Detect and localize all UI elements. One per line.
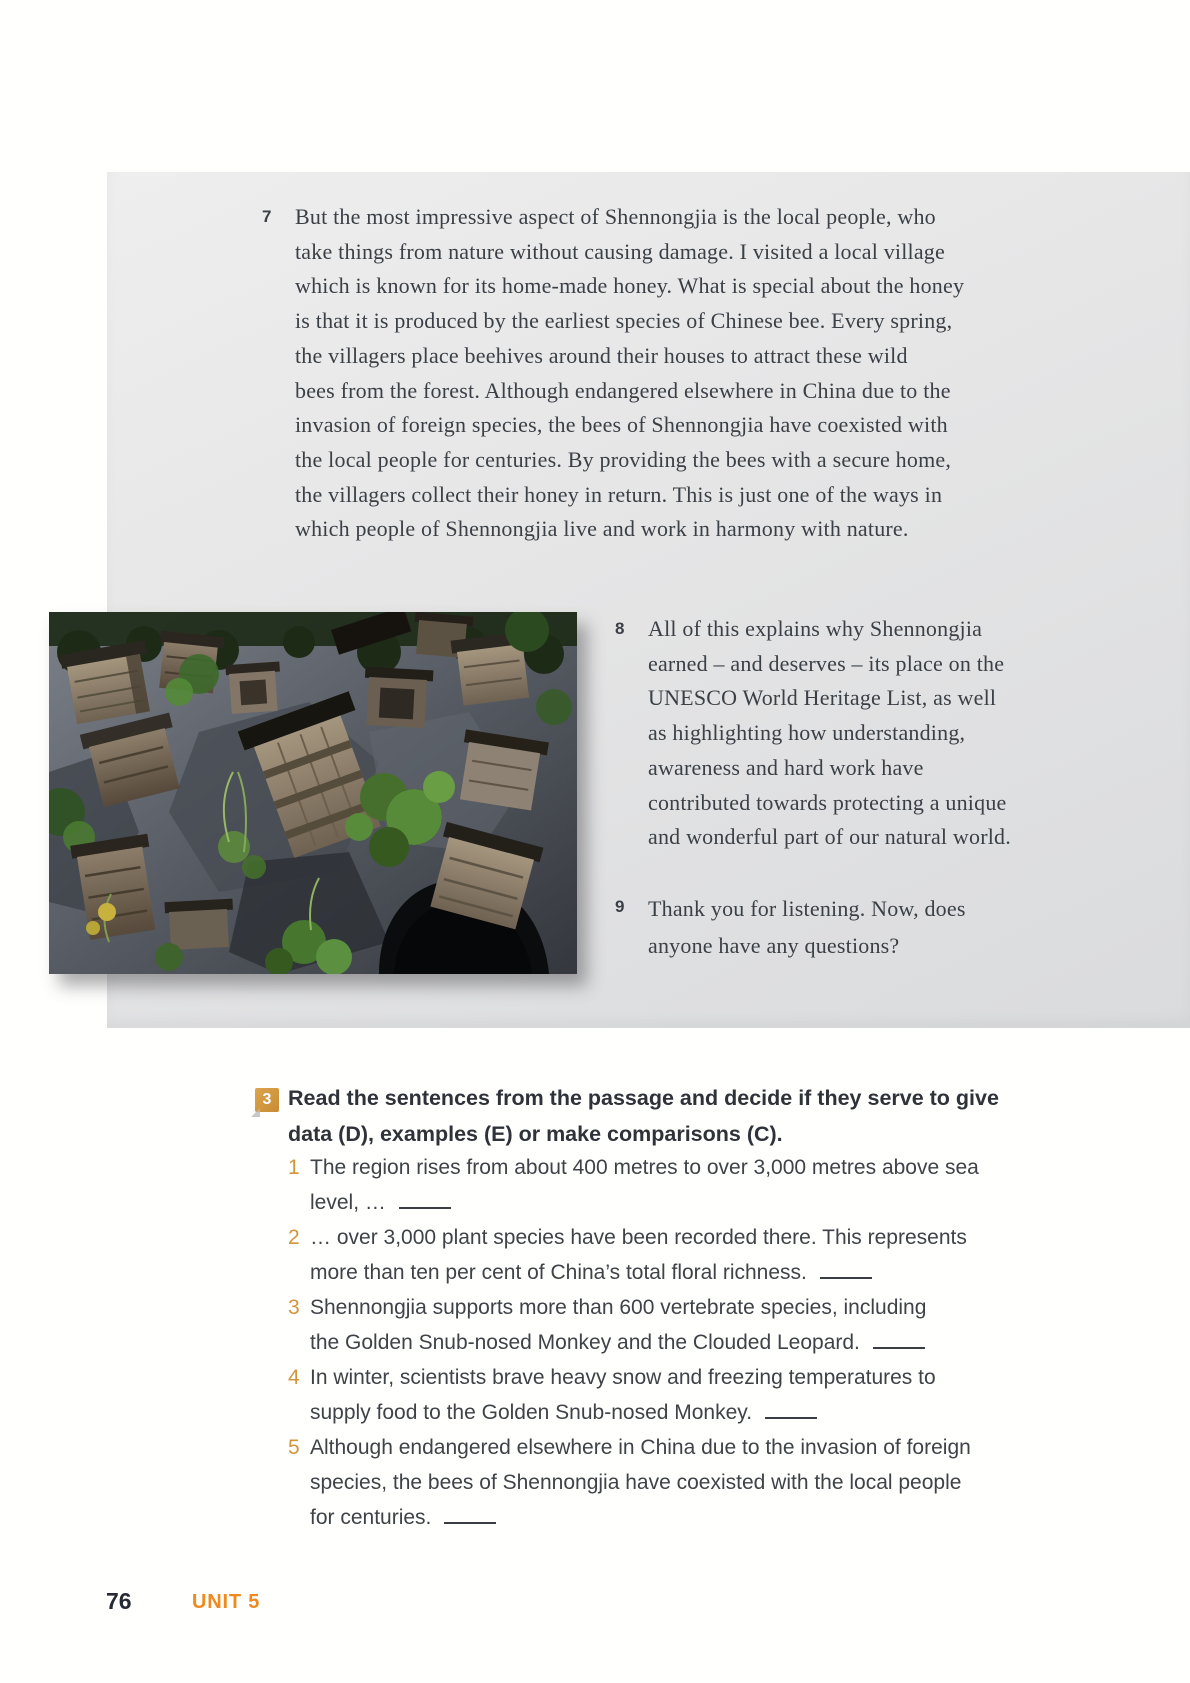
answer-blank[interactable]	[765, 1413, 817, 1419]
exercise-instructions	[288, 1080, 999, 1152]
item-number: 3	[288, 1296, 300, 1319]
exercise-item-4	[288, 1360, 979, 1430]
text-line: anyone have any questions?	[648, 933, 900, 958]
item-text	[310, 1360, 936, 1430]
exercise-item-5	[288, 1430, 979, 1535]
exercise-item-list	[288, 1150, 979, 1535]
exercise-item-2	[288, 1220, 979, 1290]
text-line: contributed towards protecting a unique	[648, 789, 1007, 815]
text-line: species, the bees of Shennongjia have coexisted with the local people	[310, 1471, 962, 1494]
text-line	[310, 1500, 971, 1535]
passage-paragraph-7	[262, 200, 964, 547]
text-fragment: supply food to the Golden Snub-nosed Monkey.	[310, 1401, 758, 1424]
text-line: and wonderful part of our natural world.	[648, 824, 1011, 850]
text-fragment: more than ten per cent of China’s total floral richness.	[310, 1261, 813, 1284]
item-text	[310, 1290, 926, 1360]
text-line: … over 3,000 plant species have been recorded there. This represents	[310, 1226, 967, 1249]
instruction-line: data (D), examples (E) or make comparisons (C).	[288, 1122, 783, 1146]
text-line: invasion of foreign species, the bees of Shennongjia have coexisted with	[295, 412, 948, 438]
item-number: 2	[288, 1226, 300, 1249]
beehives-photo-art	[49, 612, 577, 974]
text-line: Although endangered elsewhere in China due to the invasion of foreign	[310, 1436, 971, 1459]
answer-blank[interactable]	[873, 1343, 925, 1349]
text-line	[310, 1185, 979, 1220]
unit-label: UNIT 5	[192, 1591, 261, 1613]
answer-blank[interactable]	[444, 1518, 496, 1524]
item-text	[310, 1150, 979, 1220]
text-line	[310, 1395, 936, 1430]
text-fragment: the Golden Snub-nosed Monkey and the Clouded Leopard.	[310, 1331, 866, 1354]
text-line	[310, 1325, 926, 1360]
text-line: which is known for its home-made honey. What is special about the honey	[295, 273, 965, 299]
paragraph-number: 8	[615, 619, 625, 638]
beehive-box	[362, 667, 433, 728]
text-line: is that it is produced by the earliest species of Chinese bee. Every spring,	[295, 308, 953, 334]
exercise-number-badge: 3	[255, 1088, 279, 1112]
exercise-item-3	[288, 1290, 979, 1360]
paragraph-text	[648, 612, 1011, 855]
beehive-box	[164, 899, 234, 950]
paragraph-text	[648, 890, 966, 964]
text-fragment: for centuries.	[310, 1506, 438, 1529]
text-line	[310, 1255, 967, 1290]
text-line: The region rises from about 400 metres to over 3,000 metres above sea	[310, 1156, 979, 1179]
text-line: All of this explains why Shennongjia	[648, 616, 983, 641]
text-line: take things from nature without causing damage. I visited a local village	[295, 238, 945, 264]
paragraph-text	[295, 200, 964, 547]
exercise-item-1	[288, 1150, 979, 1220]
item-text	[310, 1430, 971, 1535]
text-line: as highlighting how understanding,	[648, 720, 966, 746]
paragraph-number: 7	[262, 207, 272, 226]
text-line: Thank you for listening. Now, does	[648, 896, 966, 921]
text-line: the villagers collect their honey in return. This is just one of the ways in	[295, 481, 943, 507]
text-line: the local people for centuries. By providing the bees with a secure home,	[295, 446, 952, 472]
text-line: In winter, scientists brave heavy snow and freezing temperatures to	[310, 1366, 936, 1389]
text-line: Shennongjia supports more than 600 vertebrate species, including	[310, 1296, 927, 1319]
item-number: 5	[288, 1436, 300, 1459]
beehive-box	[225, 661, 282, 714]
item-number: 1	[288, 1156, 300, 1179]
text-line: which people of Shennongjia live and work in harmony with nature.	[295, 516, 909, 542]
text-fragment: level, …	[310, 1191, 392, 1214]
passage-paragraph-8	[615, 612, 1011, 855]
paragraph-number: 9	[615, 897, 625, 916]
page-number: 76	[106, 1588, 132, 1614]
text-line: But the most impressive aspect of Shennongjia is the local people, who	[295, 204, 936, 229]
text-line: the villagers place beehives around their houses to attract these wild	[295, 342, 908, 368]
item-text	[310, 1220, 967, 1290]
text-line: earned – and deserves – its place on the	[648, 650, 1005, 676]
text-line: UNESCO World Heritage List, as well	[648, 685, 997, 711]
item-number: 4	[288, 1366, 300, 1389]
answer-blank[interactable]	[399, 1203, 451, 1209]
passage-paragraph-9	[615, 890, 966, 964]
text-line: awareness and hard work have	[648, 754, 924, 780]
answer-blank[interactable]	[820, 1273, 872, 1279]
text-line: bees from the forest. Although endangered elsewhere in China due to the	[295, 377, 951, 403]
instruction-line: Read the sentences from the passage and decide if they serve to give	[288, 1086, 999, 1110]
beehives-photo	[49, 612, 577, 974]
